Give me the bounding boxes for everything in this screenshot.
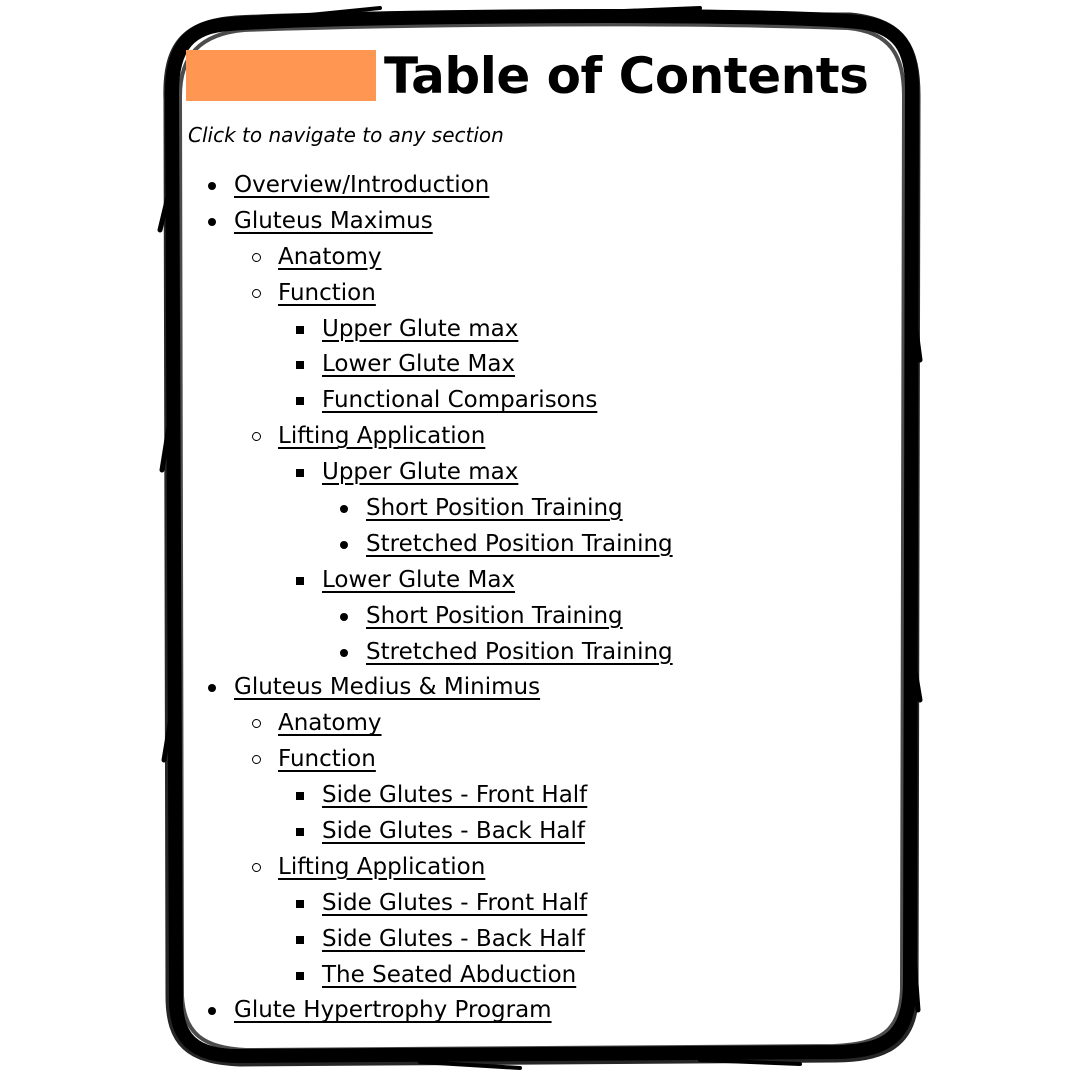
toc-link[interactable]: Gluteus Maximus <box>234 207 433 234</box>
toc-link[interactable]: Side Glutes - Back Half <box>322 925 585 952</box>
square-bullet-icon <box>296 577 304 585</box>
toc-item <box>200 383 673 419</box>
toc-link[interactable]: Gluteus Medius & Minimus <box>234 674 541 701</box>
disc-bullet-icon <box>340 505 348 513</box>
square-bullet-icon <box>296 828 304 836</box>
toc-item <box>200 706 673 742</box>
toc-item <box>200 312 673 348</box>
disc-bullet-icon <box>208 1007 216 1015</box>
page-title: Table of Contents <box>384 47 869 105</box>
toc-link[interactable]: Upper Glute max <box>322 315 519 342</box>
disc-bullet-icon <box>340 649 348 657</box>
toc-link[interactable]: Functional Comparisons <box>322 387 598 414</box>
toc-item <box>200 240 673 276</box>
toc-item <box>200 886 673 922</box>
toc-link[interactable]: Anatomy <box>278 710 382 737</box>
toc-item <box>200 276 673 312</box>
toc-link[interactable]: The Seated Abduction <box>322 961 577 988</box>
disc-bullet-icon <box>340 541 348 549</box>
toc-item <box>200 563 673 599</box>
toc-link[interactable]: Anatomy <box>278 243 382 270</box>
toc-link[interactable]: Function <box>278 746 376 773</box>
circle-bullet-icon <box>252 755 261 764</box>
square-bullet-icon <box>296 326 304 334</box>
toc-link[interactable]: Function <box>278 279 376 306</box>
toc-item <box>200 670 673 706</box>
title-accent-block <box>186 50 376 101</box>
table-of-contents-list <box>200 168 673 1029</box>
toc-link[interactable]: Stretched Position Training <box>366 530 673 557</box>
square-bullet-icon <box>296 936 304 944</box>
toc-link[interactable]: Glute Hypertrophy Program <box>234 997 552 1024</box>
circle-bullet-icon <box>252 719 261 728</box>
square-bullet-icon <box>296 972 304 980</box>
toc-link[interactable]: Side Glutes - Back Half <box>322 818 585 845</box>
toc-item <box>200 778 673 814</box>
toc-link[interactable]: Side Glutes - Front Half <box>322 782 588 809</box>
disc-bullet-icon <box>340 613 348 621</box>
square-bullet-icon <box>296 361 304 369</box>
toc-item <box>200 491 673 527</box>
toc-link[interactable]: Overview/Introduction <box>234 172 490 198</box>
toc-link[interactable]: Short Position Training <box>366 602 623 629</box>
square-bullet-icon <box>296 397 304 405</box>
disc-bullet-icon <box>208 182 216 190</box>
circle-bullet-icon <box>252 432 261 441</box>
disc-bullet-icon <box>208 684 216 692</box>
circle-bullet-icon <box>252 289 261 298</box>
square-bullet-icon <box>296 900 304 908</box>
toc-link[interactable]: Lower Glute Max <box>322 566 516 593</box>
toc-link[interactable]: Lifting Application <box>278 853 486 880</box>
disc-bullet-icon <box>208 218 216 226</box>
toc-item <box>200 168 673 204</box>
square-bullet-icon <box>296 469 304 477</box>
toc-item <box>200 419 673 455</box>
toc-item <box>200 635 673 671</box>
toc-link[interactable]: Upper Glute max <box>322 459 519 486</box>
toc-item <box>200 922 673 958</box>
toc-link[interactable]: Stretched Position Training <box>366 638 673 665</box>
circle-bullet-icon <box>252 863 261 872</box>
toc-link[interactable]: Side Glutes - Front Half <box>322 889 588 916</box>
toc-item <box>200 814 673 850</box>
toc-item <box>200 599 673 635</box>
toc-item <box>200 527 673 563</box>
toc-item <box>200 204 673 240</box>
toc-item <box>200 455 673 491</box>
square-bullet-icon <box>296 792 304 800</box>
toc-item <box>200 742 673 778</box>
toc-link[interactable]: Lower Glute Max <box>322 351 516 378</box>
toc-link[interactable]: Lifting Application <box>278 423 486 450</box>
toc-link[interactable]: Short Position Training <box>366 495 623 522</box>
toc-item <box>200 993 673 1029</box>
circle-bullet-icon <box>252 253 261 262</box>
toc-item <box>200 850 673 886</box>
toc-item <box>200 958 673 994</box>
toc-item <box>200 347 673 383</box>
subtitle: Click to navigate to any section <box>188 123 504 147</box>
